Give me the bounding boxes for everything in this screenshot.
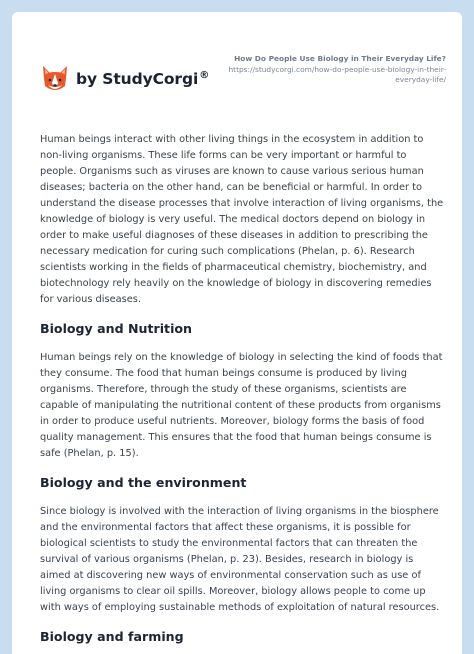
corgi-logo-icon (40, 64, 70, 94)
source-info (226, 54, 446, 86)
trademark-symbol: ® (199, 70, 210, 81)
section-paragraph-nutrition: Human beings rely on the knowledge of biology in selecting the kind of foods that they consume. The food that human beings consume is produced by living organisms. Therefore, through the study of these organisms, scientists are capable of manipulating the nutritional content of these products from organisms in order to produce useful nutrients. Moreover, biology forms the basis of food quality management. This ensures that the food that human beings consume is safe (Phelan, p. 15). (40, 352, 443, 459)
source-url[interactable]: https://studycorgi.com/how-do-people-use-biology-in-their-everyday-life/ (228, 64, 446, 84)
document-body (40, 132, 444, 654)
document-page (12, 12, 462, 654)
document-title: How Do People Use Biology in Their Everyday Life? (234, 54, 446, 63)
section-heading-environment: Biology and the environment (40, 475, 247, 490)
page-header (12, 12, 462, 112)
studycorgi-logo[interactable] (40, 64, 209, 94)
section-paragraph-environment: Since biology is involved with the interaction of living organisms in the biosphere and the environmental factors that affect these organisms, it is possible for biological scientists to study the environmental factors that can threaten the survival of various organisms (Phelan, p. 23). Besides, research in biology is aimed at discovering new ways of environmental conservation such as use of living organisms to clear oil spills. Moreover, biology allows people to come up with ways of employing sustainable methods of exploitation of natural resources. (40, 506, 440, 613)
section-heading-nutrition: Biology and Nutrition (40, 321, 193, 336)
section-heading-farming: Biology and farming (40, 629, 184, 644)
brand-name: by StudyCorgi® (76, 70, 210, 88)
intro-paragraph: Human beings interact with other living things in the ecosystem in addition to non-living organisms. These life forms can be very important or harmful to people. Organisms such as viruses are known to cause various serious human diseases; bacteria on the other hand, can be beneficial or harmful. In order to understand the disease processes that involve interaction of living organisms, the knowledge of biology is very useful. The medical doctors depend on biology in order to make useful diagnoses of these diseases in addition to prescribing the necessary medication for curing such complications (Phelan, p. 6). Research scientists working in the fields of pharmaceutical chemistry, biochemistry, and biotechnology rely heavily on the knowledge of biology in discovering remedies for various diseases. (40, 134, 444, 305)
